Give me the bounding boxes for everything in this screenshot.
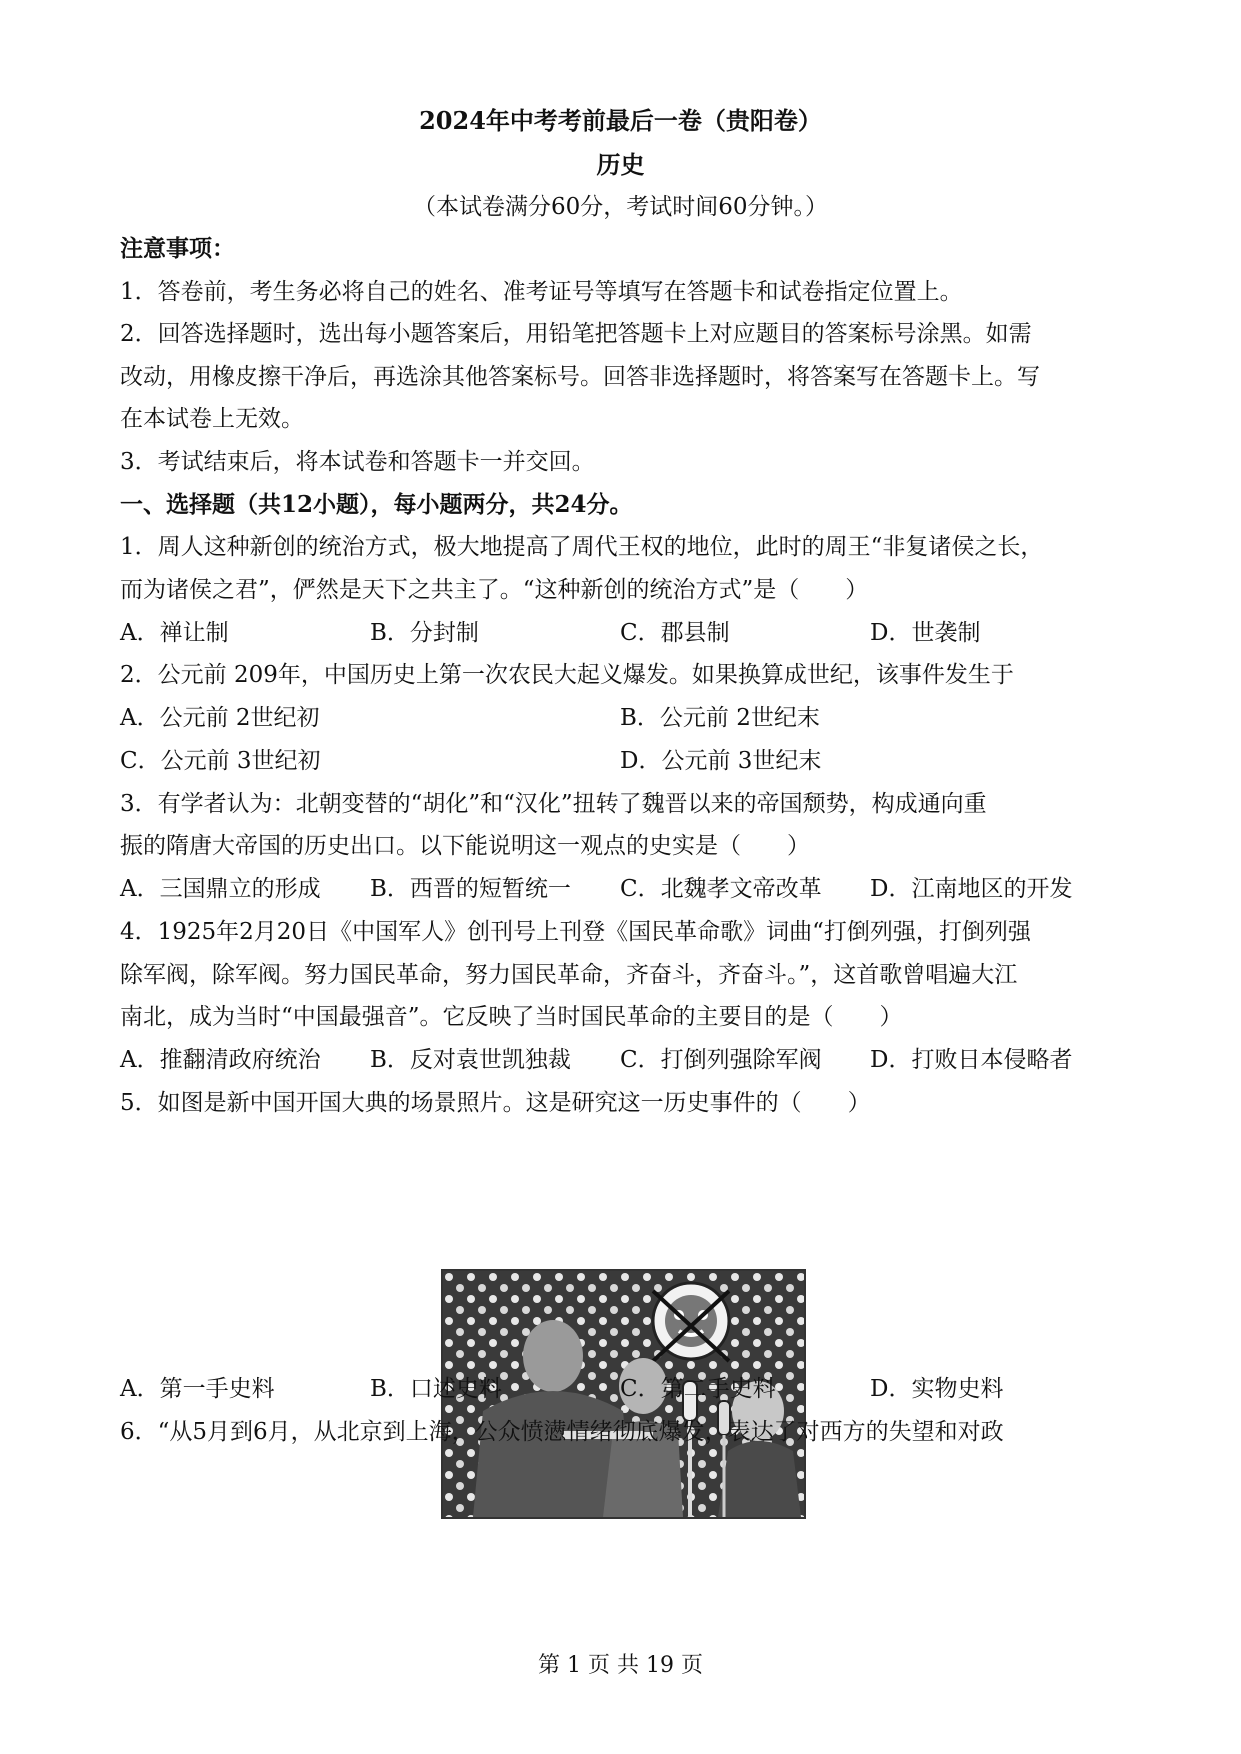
question-4-option-d: D．打败日本侵略者: [870, 1047, 1073, 1073]
notes-line: 1．答卷前，考生务必将自己的姓名、准考证号等填写在答题卡和试卷指定位置上。: [120, 279, 963, 305]
question-1-option-b: B．分封制: [370, 620, 479, 646]
notes-heading: 注意事项：: [120, 235, 235, 262]
notes-line: 在本试卷上无效。: [120, 406, 304, 432]
question-3-text: 振的隋唐大帝国的历史出口。以下能说明这一观点的史实是（ ）: [120, 833, 810, 859]
question-3-option-d: D．江南地区的开发: [870, 876, 1073, 902]
question-4-option-b: B．反对袁世凯独裁: [370, 1047, 571, 1073]
question-1-text: 而为诸侯之君”，俨然是天下之共主了。“这种新创的统治方式”是（ ）: [120, 577, 869, 603]
question-2-option-b: B．公元前 2世纪末: [620, 705, 820, 731]
question-2-text: 2．公元前 209年，中国历史上第一次农民大起义爆发。如果换算成世纪，该事件发生于: [120, 662, 1014, 688]
section-heading: 一、选择题（共12小题），每小题两分，共24分。: [120, 491, 633, 518]
question-1-text: 1．周人这种新创的统治方式，极大地提高了周代王权的地位，此时的周王“非复诸侯之长，: [120, 534, 1044, 560]
notes-line: 3．考试结束后，将本试卷和答题卡一并交回。: [120, 449, 595, 475]
question-5-option-c: C．第二手史料: [620, 1376, 776, 1402]
question-3-option-b: B．西晋的短暂统一: [370, 876, 571, 902]
question-5-text: 5．如图是新中国开国大典的场景照片。这是研究这一历史事件的（ ）: [120, 1090, 871, 1116]
question-5-option-d: D．实物史料: [870, 1376, 1004, 1402]
question-2-option-a: A．公元前 2世纪初: [120, 705, 320, 731]
question-1-option-a: A．禅让制: [120, 620, 229, 646]
question-1-option-c: C．郡县制: [620, 620, 730, 646]
question-4-text: 南北，成为当时“中国最强音”。它反映了当时国民革命的主要目的是（ ）: [120, 1004, 903, 1030]
question-5-option-b: B．口述史料: [370, 1376, 502, 1402]
question-6-text: 6．“从5月到6月，从北京到上海，公众愤懑情绪彻底爆发，表达了对西方的失望和对政: [120, 1419, 1004, 1445]
question-4-text: 除军阀，除军阀。努力国民革命，努力国民革命，齐奋斗，齐奋斗。”，这首歌曾唱遍大江: [120, 962, 1018, 988]
page-number: 第 1 页 共 19 页: [538, 1653, 703, 1678]
question-2-option-c: C．公元前 3世纪初: [120, 748, 321, 774]
question-4-text: 4．1925年2月20日《中国军人》创刊号上刊登《国民革命歌》词曲“打倒列强，打倒列强: [120, 919, 1031, 945]
notes-line: 改动，用橡皮擦干净后，再选涂其他答案标号。回答非选择题时，将答案写在答题卡上。写: [120, 364, 1040, 390]
notes-line: 2．回答选择题时，选出每小题答案后，用铅笔把答题卡上对应题目的答案标号涂黑。如需: [120, 321, 1032, 347]
question-3-text: 3．有学者认为：北朝变替的“胡化”和“汉化”扭转了魏晋以来的帝国颓势，构成通向重: [120, 791, 987, 817]
question-4-option-a: A．推翻清政府统治: [120, 1047, 321, 1073]
exam-info: （本试卷满分60分，考试时间60分钟。）: [412, 194, 829, 220]
question-3-option-c: C．北魏孝文帝改革: [620, 876, 822, 902]
exam-title: 2024年中考考前最后一卷（贵阳卷）: [419, 106, 822, 135]
exam-subject: 历史: [596, 150, 645, 179]
question-4-option-c: C．打倒列强除军阀: [620, 1047, 822, 1073]
question-1-option-d: D．世袭制: [870, 620, 981, 646]
question-3-option-a: A．三国鼎立的形成: [120, 876, 321, 902]
question-5-option-a: A．第一手史料: [120, 1376, 275, 1402]
question-2-option-d: D．公元前 3世纪末: [620, 748, 822, 774]
